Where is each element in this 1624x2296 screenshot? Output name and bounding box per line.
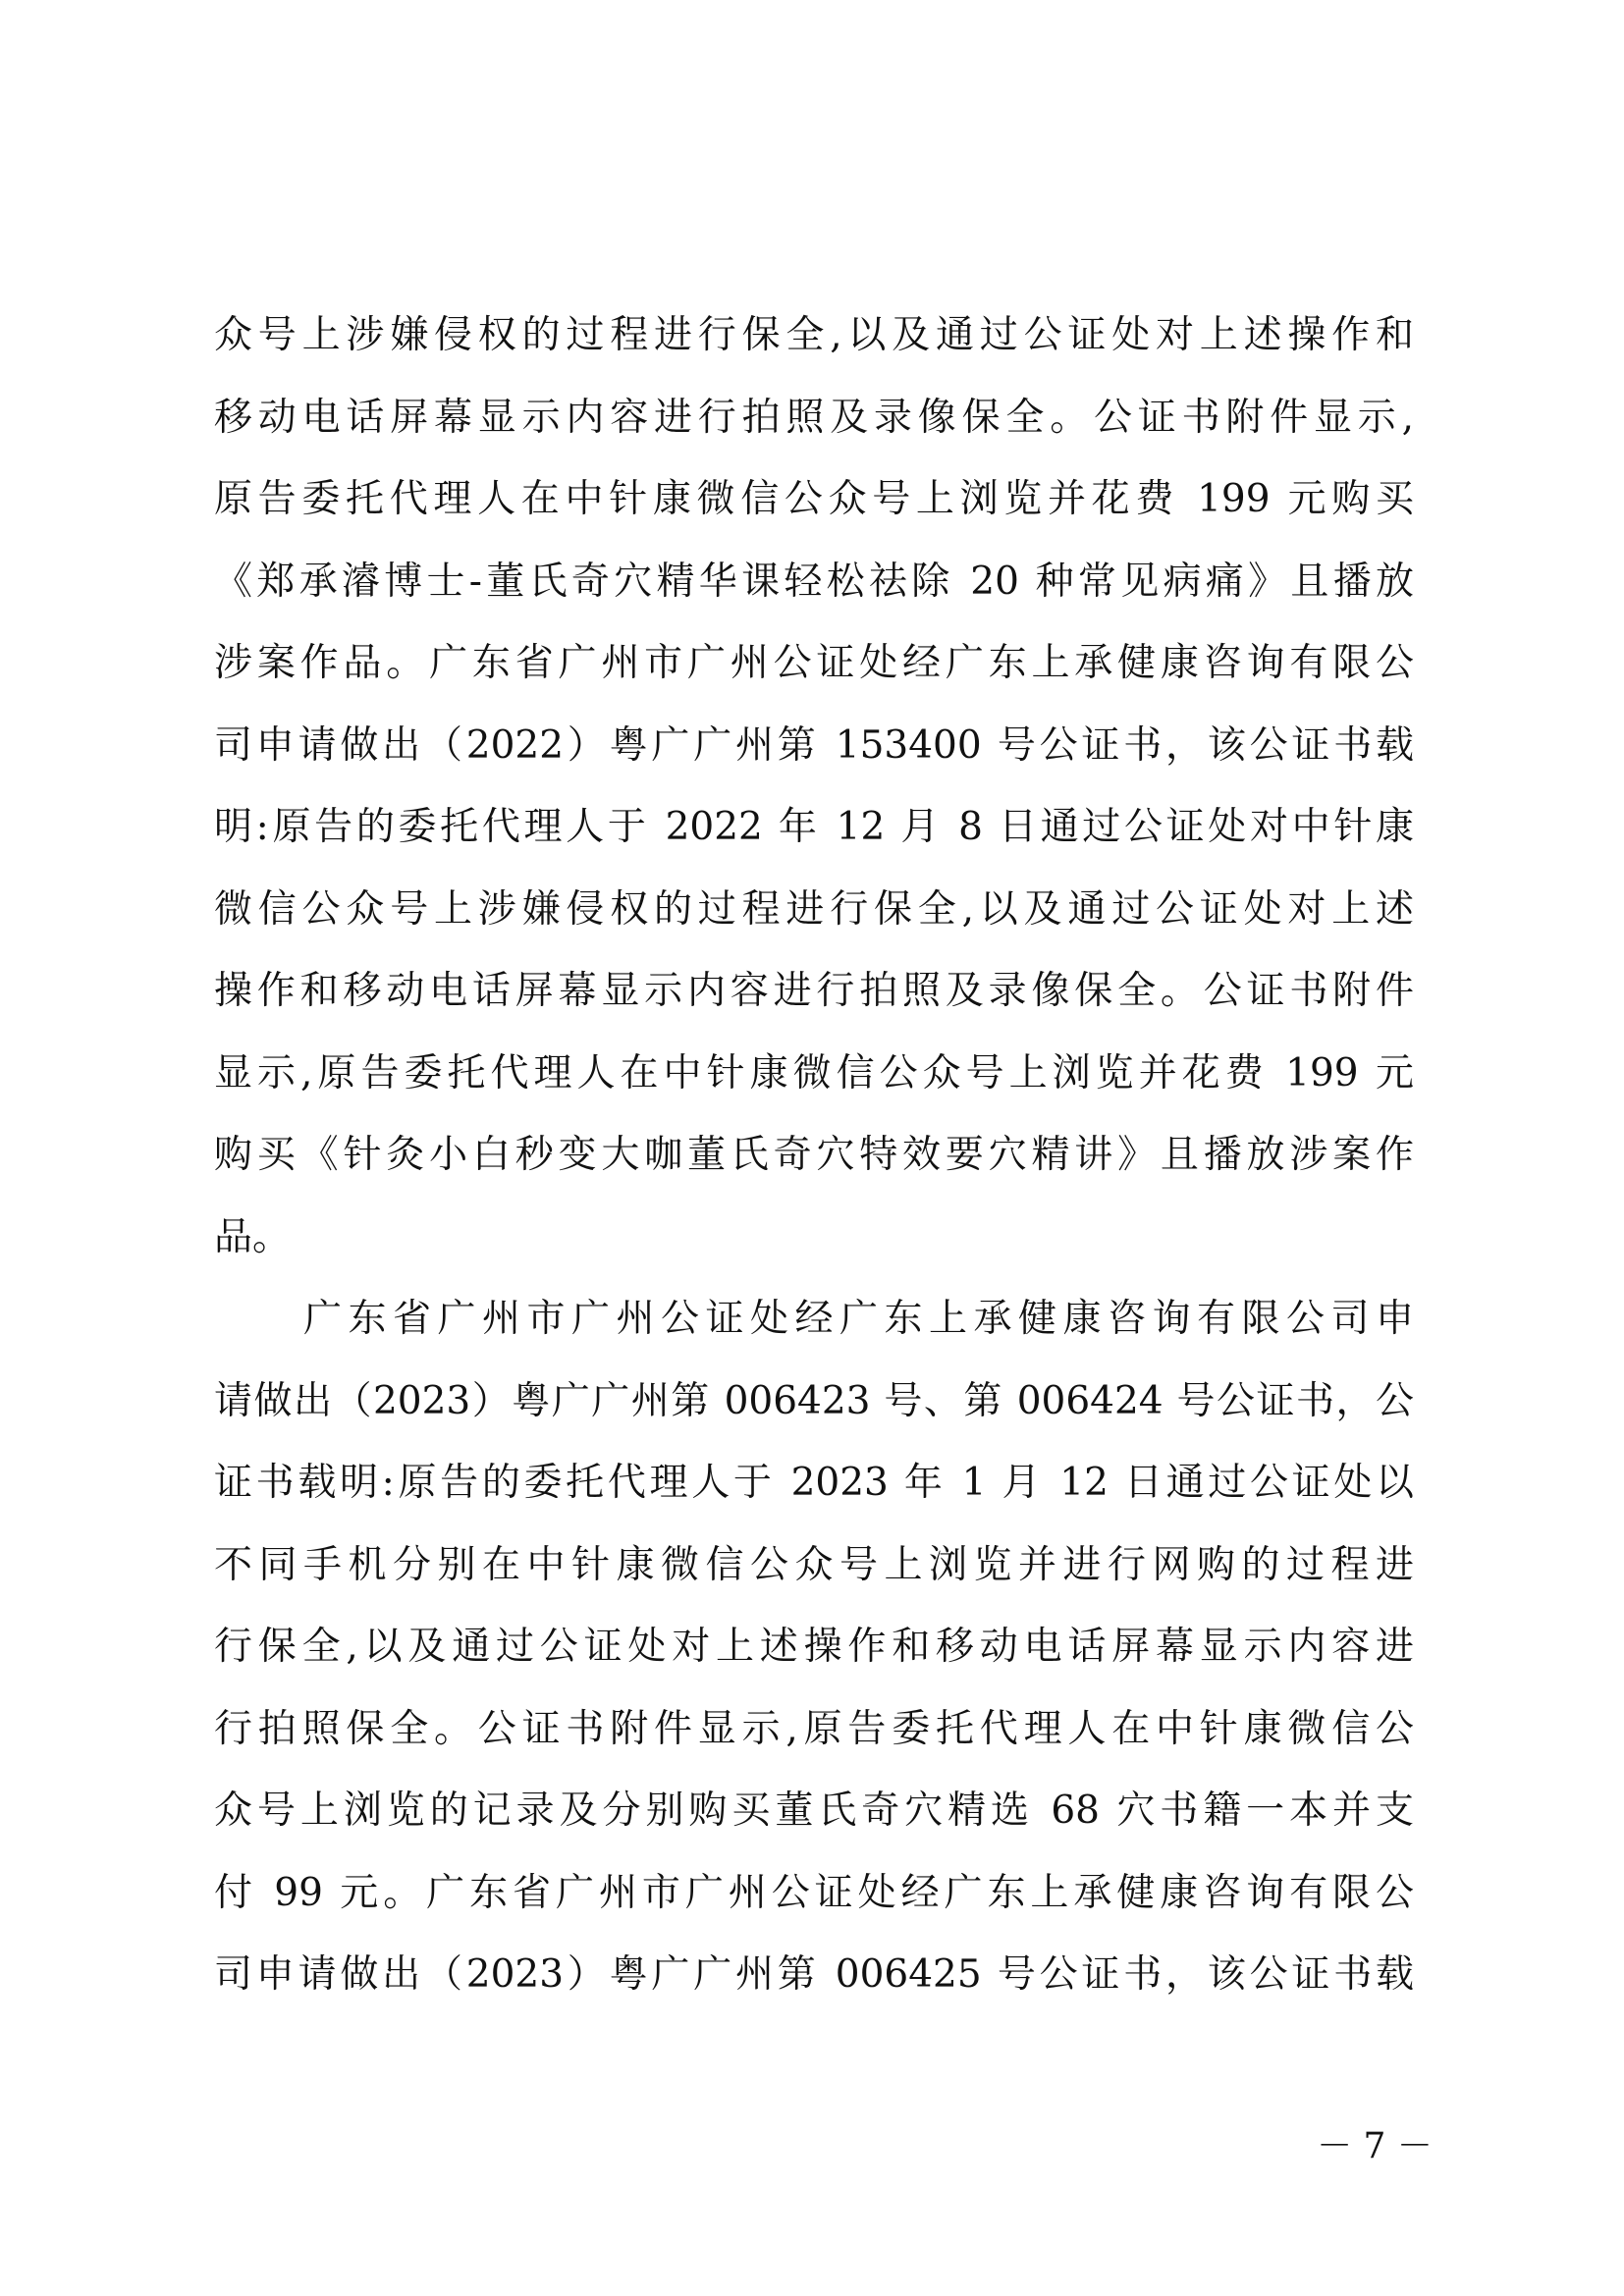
text-line-14: 请做出（2023）粤广广州第 006423 号、第 006424 号公证书，公	[214, 1378, 1414, 1423]
text-line-8: 微信公众号上涉嫌侵权的过程进行保全,以及通过公证处对上述	[214, 886, 1414, 932]
text-line-11: 购买《针灸小白秒变大咖董氏奇穴特效要穴精讲》且播放涉案作	[214, 1133, 1414, 1177]
text-line-15: 证书载明:原告的委托代理人于 2023 年 1 月 12 日通过公证处以	[214, 1461, 1414, 1505]
text-line-7: 明:原告的委托代理人于 2022 年 12 月 8 日通过公证处对中针康	[214, 805, 1414, 849]
text-line-12: 品。	[214, 1214, 292, 1259]
text-line-13: 广东省广州市广州公证处经广东上承健康咨询有限公司申	[214, 1297, 1414, 1341]
text-line-16: 不同手机分别在中针康微信公众号上浏览并进行网购的过程进	[214, 1542, 1414, 1587]
text-line-20: 付 99 元。广东省广州市广州公证处经广东上承健康咨询有限公	[214, 1870, 1414, 1915]
text-line-1: 众号上涉嫌侵权的过程进行保全,以及通过公证处对上述操作和	[214, 313, 1414, 357]
text-line-19: 众号上浏览的记录及分别购买董氏奇穴精选 68 穴书籍一本并支	[214, 1789, 1414, 1833]
text-line-6: 司申请做出（2022）粤广广州第 153400 号公证书，该公证书载	[214, 722, 1414, 768]
text-line-3: 原告委托代理人在中针康微信公众号上浏览并花费 199 元购买	[214, 477, 1414, 521]
text-line-4: 《郑承濬博士-董氏奇穴精华课轻松祛除 20 种常见病痛》且播放	[214, 559, 1414, 604]
document-body	[214, 294, 1414, 2016]
page-number: － 7 －	[1317, 2126, 1433, 2166]
text-line-10: 显示,原告委托代理人在中针康微信公众号上浏览并花费 199 元	[214, 1050, 1414, 1095]
text-line-17: 行保全,以及通过公证处对上述操作和移动电话屏幕显示内容进	[214, 1625, 1414, 1669]
text-line-18: 行拍照保全。公证书附件显示,原告委托代理人在中针康微信公	[214, 1706, 1414, 1751]
text-line-9: 操作和移动电话屏幕显示内容进行拍照及录像保全。公证书附件	[214, 969, 1414, 1013]
text-line-5: 涉案作品。广东省广州市广州公证处经广东上承健康咨询有限公	[214, 641, 1414, 685]
text-line-21: 司申请做出（2023）粤广广州第 006425 号公证书，该公证书载	[214, 1952, 1414, 1997]
text-line-2: 移动电话屏幕显示内容进行拍照及录像保全。公证书附件显示,	[214, 395, 1414, 440]
